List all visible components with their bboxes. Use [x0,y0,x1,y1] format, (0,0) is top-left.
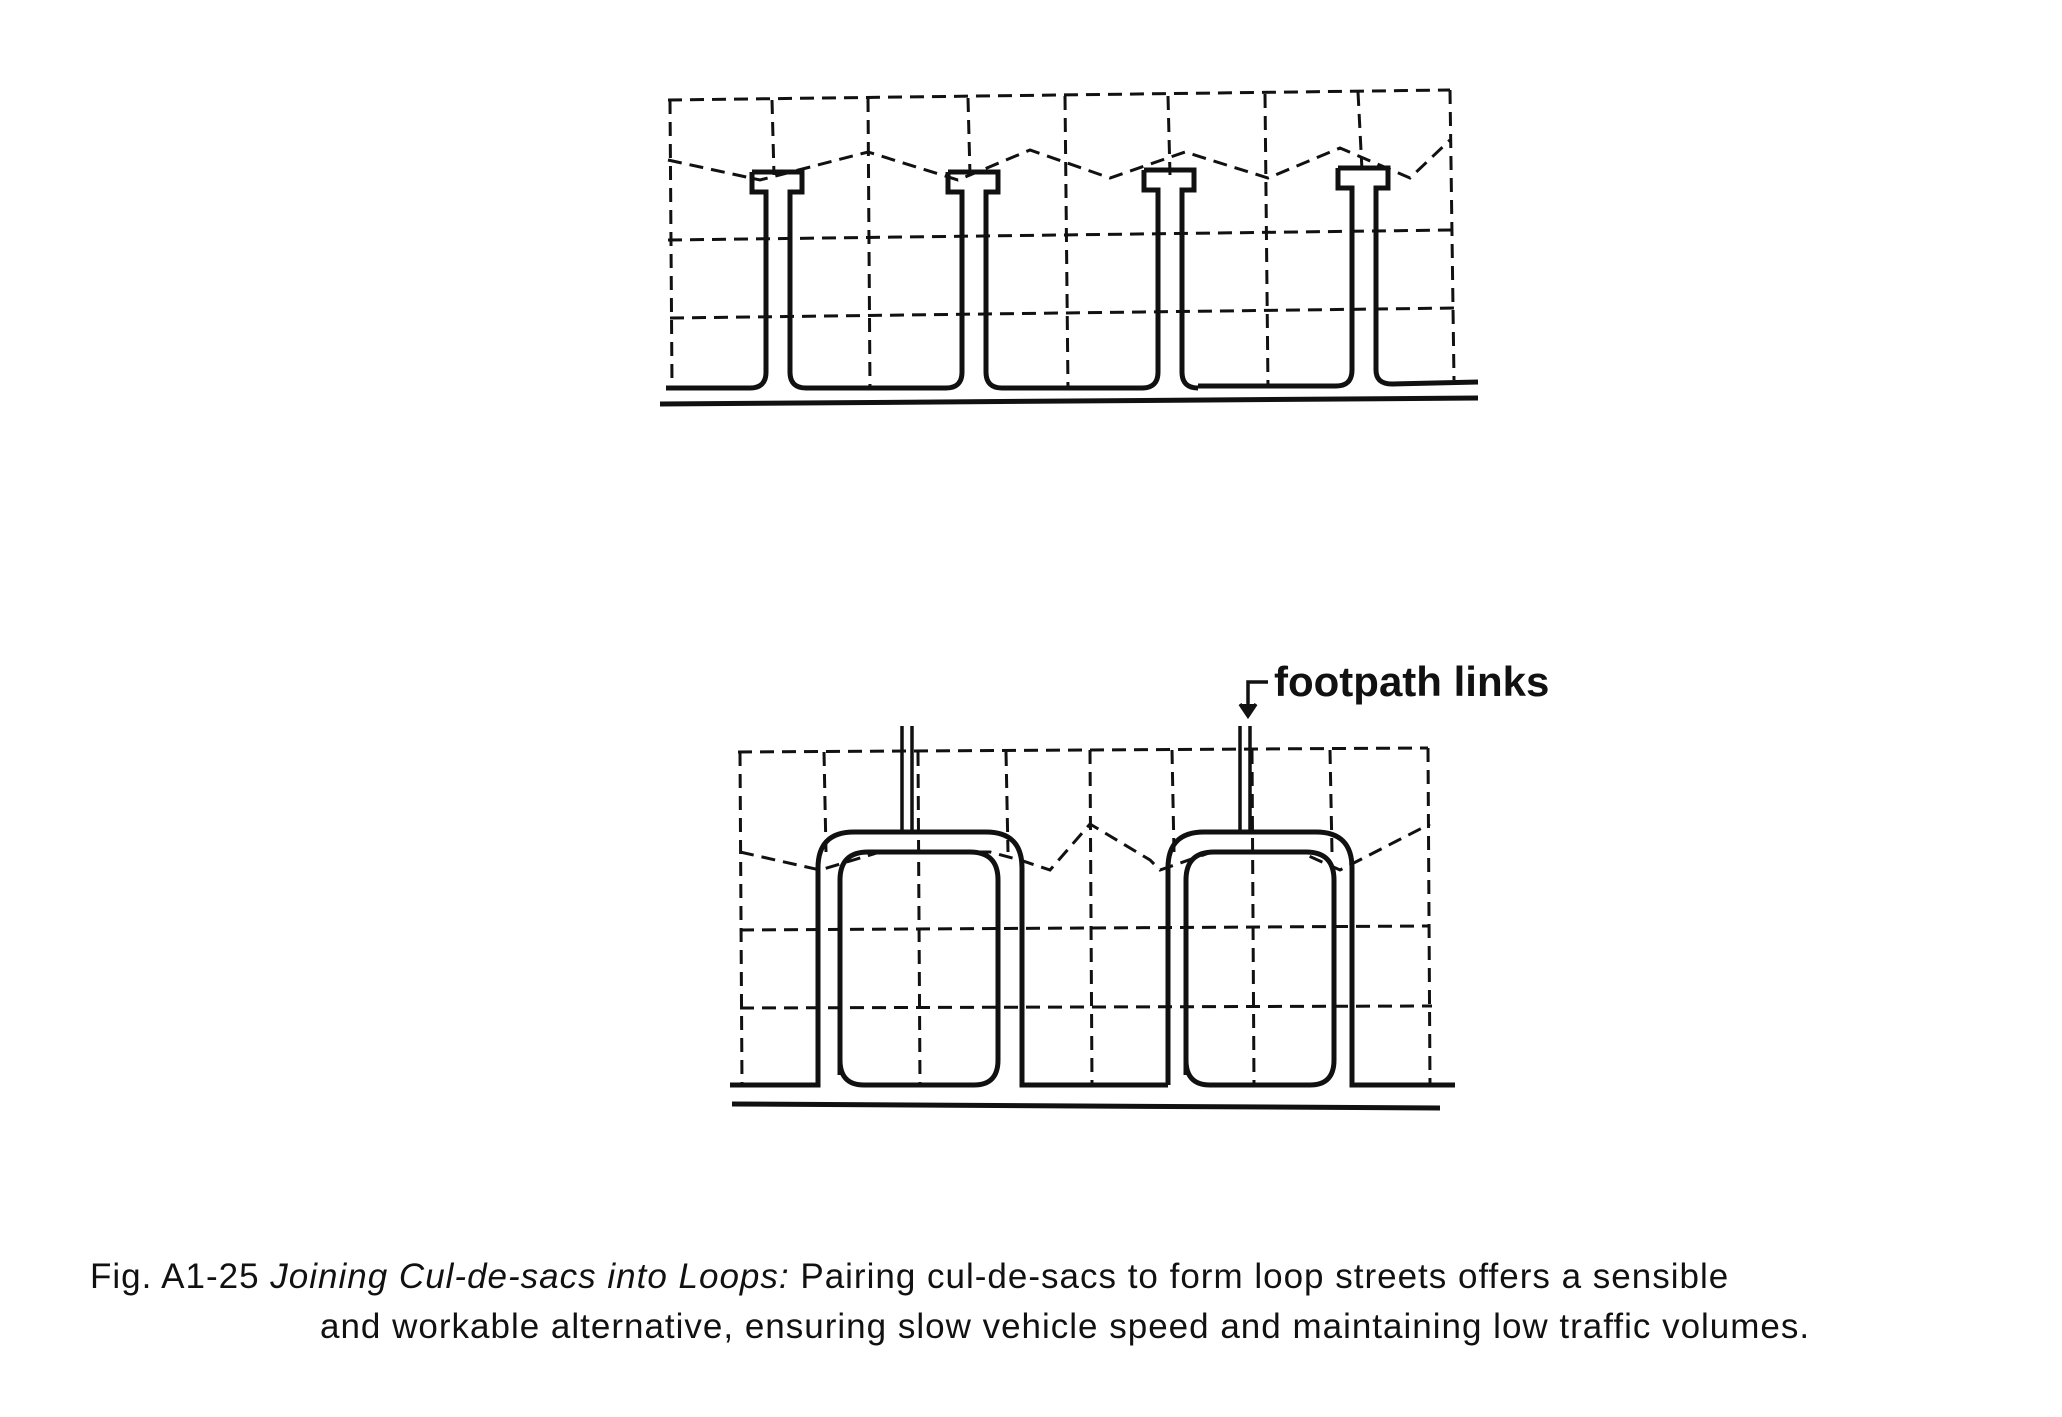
footpath-link-1 [902,726,912,832]
footpath-link-2 [1240,726,1250,832]
cul-de-sac-2 [806,172,1002,388]
figure-title: Joining Cul-de-sacs into Loops: [270,1257,790,1296]
footpath-pointer-arrow [1240,682,1268,716]
figure-caption [90,1252,2030,1352]
cul-de-sac-diagram [660,90,1478,404]
loop-street-1 [782,832,1168,1085]
caption-line-1: Pairing cul-de-sacs to form loop streets offers a sensible [800,1257,1730,1296]
loop-street-diagram [730,682,1455,1108]
loop-street-2 [1168,832,1455,1085]
cul-de-sac-1 [666,172,806,388]
caption-line-2: and workable alternative, ensuring slow vehicle speed and maintaining low traffic volumes. [320,1307,1811,1346]
cul-de-sac-3 [1002,170,1198,388]
figure-number: Fig. A1-25 [90,1257,260,1296]
loop-main-road [732,1104,1440,1108]
main-road [660,398,1478,404]
cul-de-sac-4 [1198,168,1478,386]
lot-lines-horizontal [668,90,1455,318]
footpath-links-label: footpath links [1274,658,1550,705]
loop-lot-lines-vertical [740,748,1430,1085]
